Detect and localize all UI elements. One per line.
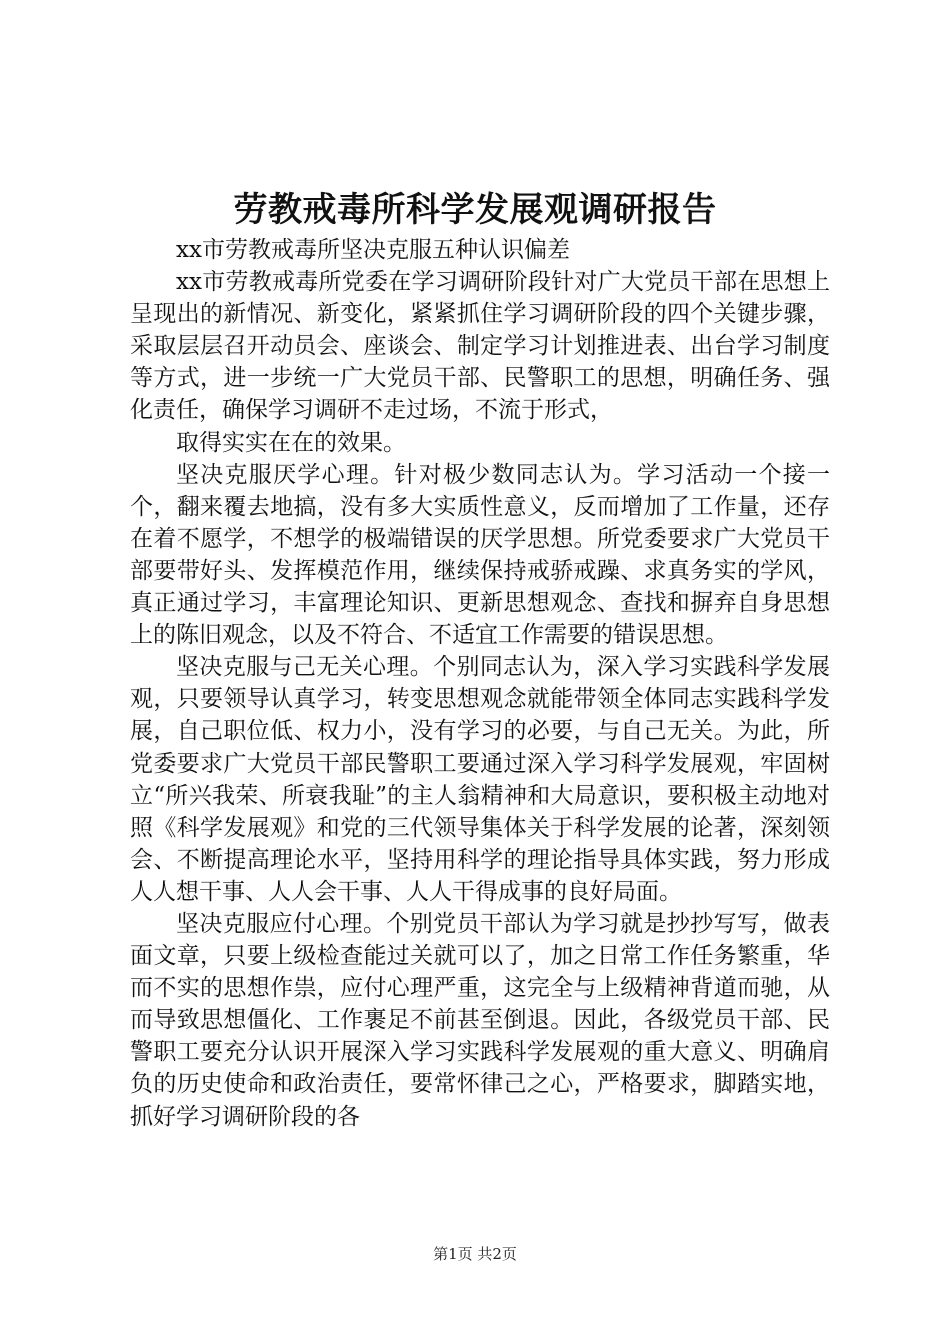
paragraph-overcome-boredom: 坚决克服厌学心理。针对极少数同志认为。学习活动一个接一个，翻来覆去地搞，没有多大实质性意义，反而增加了工作量，还存在着不愿学，不想学的极端错误的厌学思想。所党委要求广大党员干部要带好头、发挥模范作用，继续保持戒骄戒躁、求真务实的学风，真正通过学习，丰富理论知识、更新思想观念、查找和摒弃自身思想上的陈旧观念，以及不符合、不适宜工作需要的错误思想。 xyxy=(130,461,830,649)
paragraph-overcome-perfunctory: 坚决克服应付心理。个别党员干部认为学习就是抄抄写写，做表面文章，只要上级检查能过关就可以了，加之日常工作任务繁重，华而不实的思想作祟，应付心理严重，这完全与上级精神背道而驰，从而导致思想僵化、工作裹足不前甚至倒退。因此，各级党员干部、民警职工要充分认识开展深入学习实践科学发展观的重大意义、明确肩负的历史使命和政治责任，要常怀律己之心，严格要求，脚踏实地，抓好学习调研阶段的各 xyxy=(130,910,830,1130)
paragraph-intro: xx市劳教戒毒所党委在学习调研阶段针对广大党员干部在思想上呈现出的新情况、新变化，紧紧抓住学习调研阶段的四个关键步骤，采取层层召开动员会、座谈会、制定学习计划推进表、出台学习制度等方式，进一步统一广大党员干部、民警职工的思想，明确任务、强化责任，确保学习调研不走过场，不流于形式， xyxy=(130,269,830,424)
paragraph-intro-continued: 取得实实在在的效果。 xyxy=(176,429,406,456)
document-title: 劳教戒毒所科学发展观调研报告 xyxy=(233,190,717,230)
paragraph-subtitle: xx市劳教戒毒所坚决克服五种认识偏差 xyxy=(176,237,570,263)
paragraph-overcome-indifference: 坚决克服与己无关心理。个别同志认为，深入学习实践科学发展观，只要领导认真学习，转变思想观念就能带领全体同志实践科学发展，自己职位低、权力小，没有学习的必要，与自己无关。为此，所党委要求广大党员干部民警职工要通过深入学习科学发展观，牢固树立“所兴我荣、所衰我耻”的主人翁精神和大局意识，要积极主动地对照《科学发展观》和党的三代领导集体关于科学发展的论著，深刻领会、不断提高理论水平，坚持用科学的理论指导具体实践，努力形成人人想干事、人人会干事、人人干得成事的良好局面。 xyxy=(130,654,830,905)
document-body xyxy=(130,234,830,1133)
page-number-footer: 第1页 共2页 xyxy=(433,1245,517,1263)
